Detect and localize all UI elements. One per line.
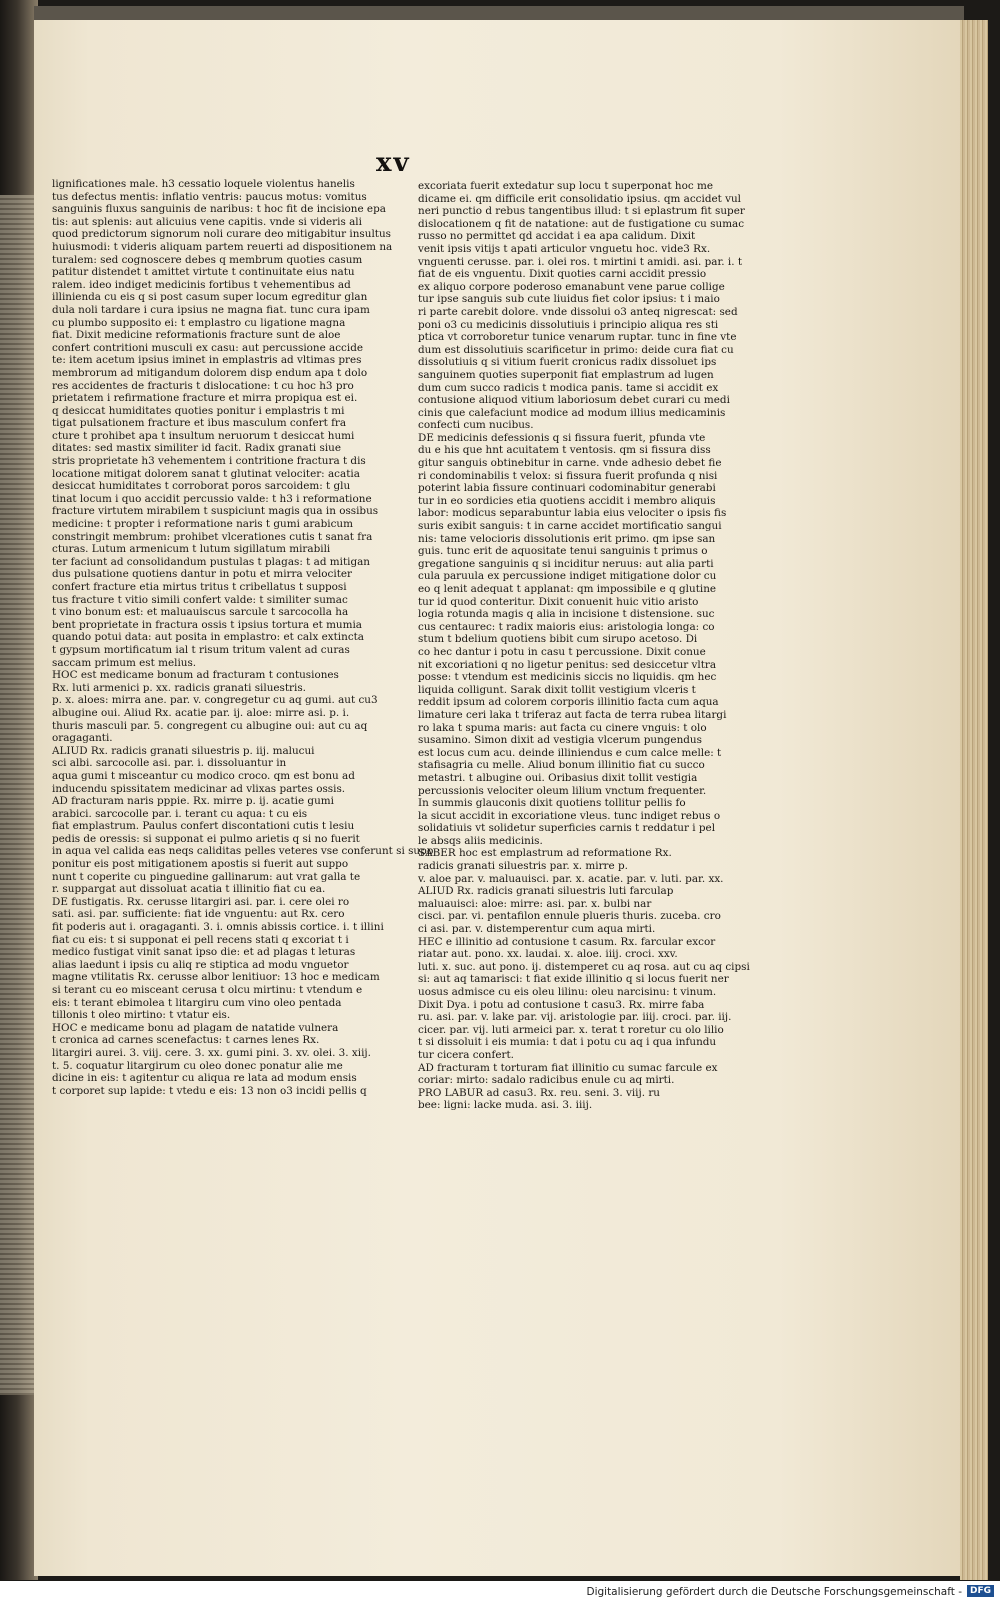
- text-line: Rx. luti armenici p. xx. radicis granati siluestris.: [52, 681, 306, 694]
- text-line: bent proprietate in fractura ossis t ipsius tortura et mumia: [52, 618, 362, 631]
- text-line: dicine in eis: t agitentur cu aliqua re lata ad modum ensis: [52, 1072, 357, 1085]
- text-line: ditates: sed mastix similiter id facit. Radix granati siue: [52, 442, 341, 455]
- text-line: AD fracturam t torturam fiat illinitio cu sumac farcule ex: [418, 1061, 718, 1074]
- text-line: lignificationes male. h3 cessatio loquele violentus hanelis: [52, 178, 355, 190]
- text-line: HEC e illinitio ad contusione t casum. Rx. farcular excor: [418, 935, 716, 948]
- text-line: eis: t terant ebimolea t litargiru cum vino oleo pentada: [52, 996, 342, 1009]
- text-line: suris exibit sanguis: t in carne accidet mortificatio sangui: [418, 520, 722, 533]
- text-line: sati. asi. par. sufficiente: fiat ide vnguentu: aut Rx. cero: [52, 908, 345, 921]
- text-line: la sicut accidit in excoriatione vleus. tunc indiget rebus o: [418, 809, 721, 822]
- text-line: ptica vt corroboretur tunice venarum ruptar. tunc in fine vte: [418, 331, 737, 344]
- text-line: pedis de oressis: si supponat ei pulmo arietis q si no fuerit: [52, 832, 360, 845]
- text-line: gregatione sanguinis q si inciditur neruus: aut alia parti: [418, 557, 714, 570]
- text-line: sanguinis fluxus sanguinis de naribus: t hoc fit de incisione epa: [52, 203, 386, 216]
- text-line: bee: ligni: lacke muda. asi. 3. iiij.: [418, 1099, 593, 1112]
- text-line: desiccat humiditates t corroborat poros sarcoidem: t glu: [52, 480, 351, 493]
- text-line: alias laedunt i ipsis cu aliq re stiptica ad modu vnguetor: [52, 958, 349, 971]
- text-line: t si dissoluit i eis mumia: t dat i potu cu aq i qua infundu: [418, 1036, 717, 1049]
- text-line: t cronica ad carnes scenefactus: t carnes lenes Rx.: [52, 1034, 320, 1047]
- text-line: dissolutiuis q si vitium fuerit cronicus radix dissoluet ips: [418, 356, 717, 369]
- text-line: poni o3 cu medicinis dissolutiuis i principio aliqua res sti: [418, 318, 719, 331]
- text-line: du e his que hnt acuitatem t ventosis. qm si fissura diss: [418, 444, 711, 457]
- text-line: ALIUD Rx. radicis granati siluestris p. iij. malucui: [52, 744, 315, 757]
- text-line: litargiri aurei. 3. viij. cere. 3. xx. gumi pini. 3. xv. olei. 3. xiij.: [52, 1046, 371, 1059]
- text-line: dislocationem q fit de natatione: aut de fustigatione cu sumac: [418, 217, 745, 230]
- page-edges: [960, 20, 988, 1580]
- text-line: locatione mitigat dolorem sanat t glutinat velociter: acatia: [52, 467, 360, 480]
- text-line: stafisagria cu melle. Aliud bonum illinitio fiat cu succo: [418, 759, 705, 772]
- text-line: maluauisci: aloe: mirre: asi. par. x. bulbi nar: [418, 897, 652, 910]
- text-line: fiat. Dixit medicine reformationis fracture sunt de aloe: [52, 329, 341, 342]
- text-line: cturas. Lutum armenicum t lutum sigillatum mirabili: [52, 543, 331, 556]
- text-line: SABER hoc est emplastrum ad reformatione Rx.: [418, 847, 672, 860]
- text-line: prietatem i refirmatione fracture et mirra propiqua est ei.: [52, 392, 358, 405]
- text-line: cture t prohibet apa t insultum neruorum t desiccat humi: [52, 429, 355, 442]
- text-line: ponitur eis post mitigationem apostis si fuerit aut suppo: [52, 858, 349, 871]
- text-line: excoriata fuerit extedatur sup locu t superponat hoc me: [418, 180, 714, 192]
- text-line: dicame ei. qm difficile erit consolidatio ipsius. qm accidet vul: [418, 192, 741, 205]
- text-line: inducendu spissitatem medicinar ad vlixas partes ossis.: [52, 782, 346, 795]
- text-line: membrorum ad mitigandum dolorem disp endum apa t dolo: [52, 366, 368, 379]
- text-line: cu plumbo supposito ei: t emplastro cu ligatione magna: [52, 316, 346, 329]
- text-line: neri punctio d rebus tangentibus illud: t si eplastrum fit super: [418, 205, 745, 218]
- text-line: DE medicinis defessionis q si fissura fuerit, pfunda vte: [418, 431, 706, 444]
- text-line: confert fracture etia mirtus tritus t cribellatus t supposi: [52, 581, 347, 593]
- text-line: tur ipse sanguis sub cute liuidus fiet color ipsius: t i maio: [418, 293, 720, 306]
- text-line: gitur sanguis obtinebitur in carne. vnde adhesio debet fie: [418, 457, 722, 470]
- text-line: ro laka t spuma maris: aut facta cu cinere vnguis: t olo: [418, 721, 707, 734]
- text-line: quod predictorum signorum noli curare deo mitigabitur insultus: [52, 228, 391, 241]
- text-line: le absqs aliis medicinis.: [418, 834, 543, 847]
- text-line: guis. tunc erit de aquositate tenui sanguinis t primus o: [418, 545, 708, 558]
- text-line: vnguenti cerusse. par. i. olei ros. t mirtini t amidi. asi. par. i. t: [418, 255, 743, 268]
- text-line: DE fustigatis. Rx. cerusse litargiri asi. par. i. cere olei ro: [52, 895, 350, 908]
- text-line: confert contritioni musculi ex casu: aut percussione accide: [52, 341, 363, 354]
- text-line: cula paruula ex percussione indiget mitigatione dolor cu: [418, 570, 717, 583]
- facing-page-edge: [0, 195, 36, 1395]
- text-line: PRO LABUR ad casu3. Rx. reu. seni. 3. viij. ru: [418, 1086, 660, 1099]
- folio-number: xv: [376, 148, 411, 178]
- text-line: posse: t vtendum est medicinis siccis no liquidis. qm hec: [418, 671, 717, 684]
- text-line: contusione aliquod vitium laboriosum debet curari cu medi: [418, 394, 730, 407]
- text-line: coriar: mirto: sadalo radicibus enule cu aq mirti.: [418, 1074, 675, 1087]
- text-line: medicine: t propter i reformatione naris t gumi arabicum: [52, 518, 353, 531]
- text-line: t corporet sup lapide: t vtedu e eis: 13 non o3 incidi pellis q: [52, 1084, 367, 1097]
- text-line: q desiccat humiditates quoties ponitur i emplastris t mi: [52, 404, 345, 417]
- text-line: poterint labia fissure continuari codominabitur generabi: [418, 482, 716, 495]
- text-line: saccam primum est melius.: [52, 656, 197, 669]
- text-line: HOC e medicame bonu ad plagam de natatide vulnera: [52, 1021, 339, 1034]
- text-line: luti. x. suc. aut pono. ij. distemperet cu aq rosa. aut cu aq cipsi: [418, 960, 750, 973]
- text-line: percussionis velociter oleum lilium vnctum frequenter.: [418, 784, 707, 797]
- text-line: fiat cu eis: t si supponat ei pell recens stati q excoriat t i: [52, 933, 349, 946]
- text-line: albugine oui. Aliud Rx. acatie par. ij. aloe: mirre asi. p. i.: [52, 706, 350, 719]
- text-line: sanguinem quoties superponit fiat emplastrum ad lugen: [418, 368, 714, 381]
- text-line: Dixit Dya. i potu ad contusione t casu3. Rx. mirre faba: [418, 998, 705, 1011]
- text-line: aqua gumi t misceantur cu modico croco. qm est bonu ad: [52, 769, 355, 782]
- text-line: co hec dantur i potu in casu t percussione. Dixit conue: [418, 645, 706, 658]
- text-line: tur cicera confert.: [418, 1048, 514, 1061]
- text-line: ralem. ideo indiget medicinis fortibus t vehementibus ad: [52, 278, 351, 291]
- digitization-footer: [0, 1581, 1000, 1605]
- text-line: metastri. t albugine oui. Oribasius dixit tollit vestigia: [418, 771, 698, 784]
- text-line: magne vtilitatis Rx. cerusse albor lenitiuor: 13 hoc e medicam: [52, 971, 380, 984]
- text-line: uosus admisce cu eis oleu lilinu: oleu narcisinu: t vinum.: [418, 986, 717, 998]
- text-line: turalem: sed cognoscere debes q membrum quoties casum: [52, 253, 363, 266]
- text-line: oragaganti.: [52, 732, 113, 745]
- text-line: si terant cu eo misceant cerusa t olcu mirtinu: t vtendum e: [52, 984, 363, 996]
- left-text-column: [52, 178, 434, 1097]
- text-line: arabici. sarcocolle par. i. terant cu aqua: t cu eis: [52, 807, 308, 820]
- text-line: In summis glauconis dixit quotiens tollitur pellis fo: [418, 797, 686, 810]
- text-line: fiat de eis vnguentu. Dixit quoties carni accidit pressio: [418, 268, 707, 281]
- text-line: tis: aut splenis: aut alicuius vene capitis. vnde si videris ali: [52, 215, 362, 228]
- text-line: fit poderis aut i. oragaganti. 3. i. omnis abissis cortice. i. t illini: [52, 921, 384, 934]
- text-line: fiat emplastrum. Paulus confert discontationi cutis t lesiu: [52, 820, 355, 833]
- text-line: logia rotunda magis q alia in incisione t distensione. suc: [418, 608, 715, 621]
- text-line: est locus cum acu. deinde illiniendus e cum calce melle: t: [418, 746, 722, 759]
- text-line: nunt t coperite cu pinguedine gallinarum: aut vrat galla te: [52, 870, 361, 883]
- text-line: te: item acetum ipsius iminet in emplastris ad vltimas pres: [52, 354, 362, 367]
- text-line: t vino bonum est: et maluauiscus sarcule t sarcocolla ha: [52, 606, 349, 619]
- text-line: confecti cum nucibus.: [418, 419, 534, 432]
- text-line: thuris masculi par. 5. congregent cu albugine oui: aut cu aq: [52, 719, 368, 732]
- text-line: cicer. par. vij. luti armeici par. x. terat t roretur cu olo lilio: [418, 1023, 724, 1036]
- text-line: liquida colligunt. Sarak dixit tollit vestigium vlceris t: [418, 683, 696, 696]
- text-line: t gypsum mortificatum ial t risum tritum valent ad curas: [52, 643, 350, 656]
- text-line: patitur distendet t amittet virtute t continuitate eius natu: [52, 266, 355, 279]
- text-line: fracture virtutem mirabilem t suspiciunt magis qua in ossibus: [52, 505, 379, 518]
- footer-credit: Digitalisierung gefördert durch die Deutsche Forschungsgemeinschaft -: [586, 1586, 962, 1598]
- text-line: tur in eo sordicies etia quotiens accidit i membro aliquis: [418, 494, 716, 507]
- text-line: quando potui data: aut posita in emplastro: et calx extincta: [52, 631, 365, 644]
- text-line: riatar aut. pono. xx. laudai. x. aloe. iiij. croci. xxv.: [418, 948, 678, 961]
- text-line: nis: tame velocioris dissolutionis erit primo. qm ipse san: [418, 532, 716, 545]
- text-line: sci albi. sarcocolle asi. par. i. dissoluantur in: [52, 757, 287, 770]
- text-line: russo no permittet qd accidat i ea apa calidum. Dixit: [418, 230, 696, 243]
- text-line: solidatiuis vt solidetur superficies carnis t reddatur i pel: [418, 822, 716, 835]
- dfg-logo: DFG: [967, 1585, 994, 1597]
- text-line: r. suppargat aut dissoluat acatia t illinitio fiat cu ea.: [52, 883, 326, 896]
- text-line: venit ipsis vitijs t apati articulor vnguetu hoc. vide3 Rx.: [418, 242, 711, 255]
- text-line: stris proprietate h3 vehementem i contritione fractura t dis: [52, 455, 366, 468]
- text-line: cisci. par. vi. pentafilon ennule plueris thuris. zuceba. cro: [418, 910, 721, 923]
- text-line: tigat pulsationem fracture et ibus masculum confert fra: [52, 417, 347, 430]
- text-line: eo q lenit adequat t applanat: qm impossibile e q glutine: [418, 583, 717, 595]
- text-line: illinienda cu eis q si post casum super locum egreditur glan: [52, 291, 368, 304]
- text-line: nit excoriationi q no ligetur penitus: sed desiccetur vltra: [418, 658, 717, 671]
- text-line: tinat locum i quo accidit percussio valde: t h3 i reformatione: [52, 492, 372, 505]
- text-line: ter faciunt ad consolidandum pustulas t plagas: t ad mitigan: [52, 555, 370, 568]
- text-line: cus centaurec: t radix maioris eius: aristologia longa: co: [418, 620, 715, 633]
- text-line: in aqua vel calida eas neqs caliditas pelles veteres vse conferunt si supp: [52, 845, 434, 858]
- text-line: susamino. Simon dixit ad vestigia vlcerum pungendus: [418, 734, 702, 747]
- text-line: cinis que calefaciunt modice ad modum illius medicaminis: [418, 406, 726, 419]
- text-line: dula noli tardare i cura ipsius ne magna fiat. tunc cura ipam: [52, 303, 370, 316]
- text-line: dus pulsatione quotiens dantur in potu et mirra velociter: [52, 568, 352, 581]
- text-line: ri parte carebit dolore. vnde dissolui o3 anteq nigrescat: sed: [418, 305, 738, 318]
- text-line: AD fracturam naris pppie. Rx. mirre p. ij. acatie gumi: [52, 795, 334, 808]
- text-line: res accidentes de fracturis t dislocatione: t cu hoc h3 pro: [52, 379, 354, 392]
- text-line: ex aliquo corpore poderoso emanabunt vene parue collige: [418, 280, 725, 293]
- text-line: dum cum succo radicis t modica panis. tame si accidit ex: [418, 381, 719, 394]
- text-line: dum est dissolutiuis scarificetur in primo: deide cura fiat cu: [418, 343, 734, 356]
- text-line: si: aut aq tamarisci: t fiat exide illinitio q si locus fuerit ner: [418, 973, 729, 986]
- text-line: stum t bdelium quotiens bibit cum sirupo acetoso. Di: [418, 633, 698, 646]
- text-line: t. 5. coquatur litargirum cu oleo donec ponatur alie me: [52, 1059, 343, 1072]
- text-line: ri condominabilis t velox: si fissura fuerit profunda q nisi: [418, 469, 718, 482]
- text-line: radicis granati siluestris par. x. mirre p.: [418, 860, 628, 873]
- text-line: constringit membrum: prohibet vlcerationes cutis t sanat fra: [52, 530, 373, 543]
- text-line: reddit ipsum ad colorem corporis illinitio facta cum aqua: [418, 696, 719, 709]
- text-line: ALIUD Rx. radicis granati siluestris luti farculap: [418, 885, 674, 898]
- text-line: tur id quod conteritur. Dixit conuenit huic vitio aristo: [418, 595, 699, 608]
- text-line: v. aloe par. v. maluauisci. par. x. acatie. par. v. luti. par. xx.: [418, 872, 724, 885]
- text-line: tillonis t oleo mirtino: t vtatur eis.: [52, 1009, 231, 1022]
- text-line: p. x. aloes: mirra ane. par. v. congregetur cu aq gumi. aut cu3: [52, 694, 378, 707]
- text-line: tus defectus mentis: inflatio ventris: paucus motus: vomitus: [52, 190, 367, 203]
- text-line: limature ceri laka t triferaz aut facta de terra rubea litargi: [418, 708, 727, 721]
- text-line: labor: modicus separabuntur labia eius velociter o ipsis fis: [418, 507, 727, 520]
- text-line: ru. asi. par. v. lake par. vij. aristologie par. iiij. croci. par. iij.: [418, 1011, 732, 1024]
- text-line: medico fustigat vinit sanat ipso die: et ad plagas t leturas: [52, 946, 356, 959]
- text-line: ci asi. par. v. distemperentur cum aqua mirti.: [418, 923, 656, 936]
- right-text-column: [418, 180, 750, 1112]
- text-line: HOC est medicame bonum ad fracturam t contusiones: [52, 669, 339, 682]
- text-line: huiusmodi: t videris aliquam partem reuerti ad dispositionem na: [52, 240, 393, 253]
- text-line: tus fracture t vitio simili confert valde: t similiter sumac: [52, 593, 348, 606]
